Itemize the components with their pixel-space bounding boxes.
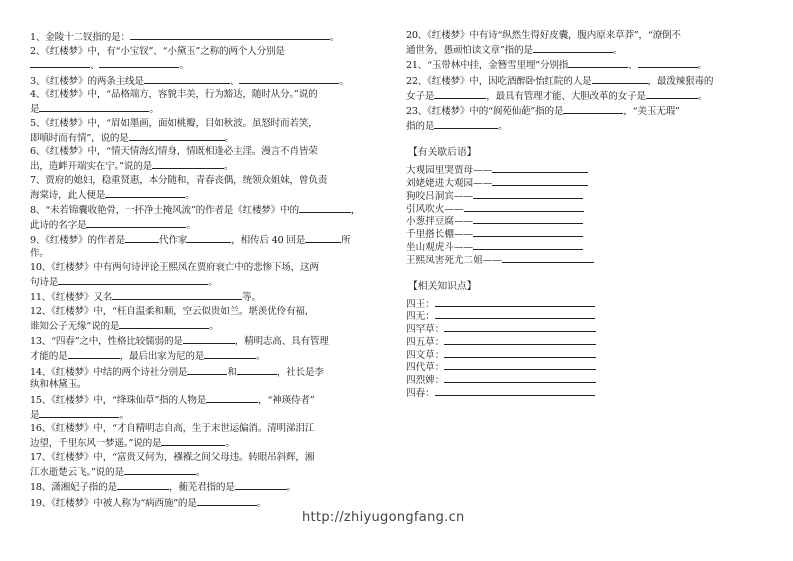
question-text: ，社长是李: [276, 366, 324, 378]
question-text: 和: [227, 366, 237, 378]
question-text: 13、“四春”之中，性格比较懦弱的是: [30, 336, 183, 348]
question-text: 1、金陵十二钗指的是：: [30, 32, 130, 43]
question-text: ，最后出家为尼的是: [119, 351, 205, 363]
knowledge-item: [406, 335, 768, 348]
answer-blank[interactable]: [117, 480, 169, 490]
answer-blank[interactable]: [239, 74, 339, 84]
question-text: 18、潇湘妃子指的是: [30, 482, 117, 494]
knowledge-label: 四无：: [406, 311, 435, 323]
question-text: 海棠诗，此人便是: [30, 189, 106, 201]
knowledge-item: [406, 373, 768, 386]
answer-blank[interactable]: [492, 163, 588, 173]
question-q10: [30, 262, 390, 290]
question-text: 。: [185, 189, 195, 201]
question-q12: [30, 306, 390, 334]
answer-blank[interactable]: [473, 227, 583, 237]
question-text: 5、《红楼梦》中，“眉如墨画，面如桃瓣，目如秋波。虽怒时而若笑，: [30, 117, 318, 129]
xiehouyu-item: [406, 163, 768, 176]
xiehouyu-item: [406, 253, 768, 266]
answer-blank[interactable]: [130, 30, 330, 40]
right-column: [406, 30, 768, 399]
question-text: 。: [224, 161, 234, 173]
xiehouyu-label: 狗咬吕洞宾——: [406, 190, 474, 202]
question-text: 才能的是: [30, 351, 68, 363]
answer-blank[interactable]: [305, 233, 341, 243]
knowledge-label: 四代草：: [406, 362, 445, 374]
xiehouyu-item: [406, 227, 768, 240]
answer-blank[interactable]: [435, 309, 595, 319]
question-q3: [30, 74, 390, 89]
knowledge-label: 四烈婢：: [406, 375, 445, 387]
answer-blank[interactable]: [161, 436, 225, 446]
answer-blank[interactable]: [187, 233, 231, 243]
xiehouyu-item: [406, 214, 768, 227]
knowledge-label: 四五草：: [406, 336, 445, 348]
question-text: 等。: [242, 292, 261, 304]
question-text: 。: [256, 497, 267, 509]
knowledge-section-title: 【相关知识点】: [408, 280, 477, 292]
answer-blank[interactable]: [592, 74, 648, 84]
question-text: 7、贾府的媳妇，稳重贤惠，本分随和，青春丧偶，统领众姐妹，曾负责: [30, 174, 328, 186]
xiehouyu-list: [406, 163, 768, 265]
question-q1: [30, 30, 390, 45]
question-q21: [406, 58, 768, 73]
answer-blank[interactable]: [187, 365, 227, 375]
question-text: 代作家: [159, 235, 188, 247]
question-text: 。: [224, 132, 235, 144]
question-text: 15、《红楼梦》中，“绛珠仙草”指的人物是: [30, 394, 207, 406]
answer-blank[interactable]: [129, 131, 225, 141]
knowledge-item: [406, 348, 768, 361]
question-text: 所: [341, 235, 351, 247]
question-text: 。: [195, 466, 206, 478]
question-q22: [406, 74, 768, 104]
question-text: 11、《红楼梦》又名: [30, 292, 113, 304]
knowledge-list: [406, 297, 768, 399]
answer-blank[interactable]: [434, 89, 486, 99]
xiehouyu-item: [406, 240, 768, 253]
answer-blank[interactable]: [563, 104, 623, 114]
answer-blank[interactable]: [638, 58, 698, 68]
question-text: 。: [612, 44, 623, 56]
question-text: 句诗是: [30, 276, 59, 288]
xiehouyu-section-title: 【有关歇后语】: [408, 147, 477, 159]
question-q6: [30, 146, 390, 174]
answer-blank[interactable]: [568, 58, 628, 68]
question-q13: [30, 334, 390, 364]
question-q8: [30, 203, 390, 233]
question-text: 。: [179, 60, 189, 72]
xiehouyu-label: 坐山观虎斗——: [406, 241, 474, 253]
answer-blank[interactable]: [197, 496, 257, 506]
question-text: 通世务，愚顽怕读文章”指的是: [406, 44, 533, 56]
question-text: 。: [697, 60, 707, 72]
question-q2: [30, 46, 390, 74]
question-q5: [30, 118, 390, 146]
answer-blank[interactable]: [237, 365, 277, 375]
xiehouyu-label: 刘姥姥进大观园——: [406, 177, 493, 189]
question-text: 是: [30, 409, 40, 421]
answer-blank[interactable]: [125, 233, 159, 243]
question-text: 出，造衅开端实在宁。”说的是: [30, 161, 153, 173]
answer-blank[interactable]: [473, 240, 583, 250]
question-text: 3、《红楼梦》的两条主线是: [30, 75, 144, 87]
answer-blank[interactable]: [86, 218, 186, 228]
knowledge-label: 四春：: [406, 388, 435, 400]
knowledge-label: 四文草：: [406, 349, 445, 361]
xiehouyu-label: 小葱拌豆腐——: [406, 216, 474, 228]
question-q4: [30, 89, 390, 117]
xiehouyu-label: 千里搭长棚——: [406, 229, 474, 241]
answer-blank[interactable]: [492, 176, 588, 186]
question-text: 、: [90, 60, 100, 72]
knowledge-item: [406, 309, 768, 322]
question-text: 作。: [30, 248, 49, 260]
question-text: 17、《红楼梦》中，“富贵又何为，襁褓之间父母违。转眼吊斜辉，湘: [30, 451, 315, 463]
xiehouyu-item: [406, 202, 768, 215]
left-column: [30, 30, 390, 511]
answer-blank[interactable]: [435, 297, 595, 307]
answer-blank[interactable]: [58, 275, 208, 285]
answer-blank[interactable]: [444, 322, 596, 332]
answer-blank[interactable]: [299, 203, 351, 213]
question-text: 、: [229, 75, 240, 87]
question-q14: [30, 365, 390, 393]
question-q7: [30, 175, 390, 203]
question-text: 。: [697, 90, 708, 102]
xiehouyu-label: 大观园里哭贾母——: [406, 165, 493, 177]
question-text: 16、《红楼梦》中，“才自精明志自高，生于末世运偏消。清明涕泪江: [30, 423, 315, 435]
question-text: 。: [256, 351, 266, 363]
answer-blank[interactable]: [464, 202, 584, 212]
knowledge-item: [406, 297, 768, 310]
question-q11: [30, 290, 390, 305]
question-text: ，相传后 40 回是: [231, 235, 306, 247]
answer-blank[interactable]: [473, 189, 583, 199]
question-q16: [30, 423, 390, 451]
answer-blank[interactable]: [444, 360, 596, 370]
answer-blank[interactable]: [124, 465, 196, 475]
question-text: 、: [628, 60, 638, 72]
answer-blank[interactable]: [119, 319, 209, 329]
answer-blank[interactable]: [533, 43, 613, 53]
watermark-url: http://zhiyugongfang.cn: [302, 510, 465, 525]
answer-blank[interactable]: [152, 159, 224, 169]
question-text: 。: [339, 75, 349, 87]
answer-blank[interactable]: [434, 119, 498, 129]
xiehouyu-item: [406, 176, 768, 189]
answer-blank[interactable]: [435, 386, 595, 396]
question-text: 。: [329, 32, 340, 43]
answer-blank[interactable]: [444, 335, 596, 345]
answer-blank[interactable]: [30, 58, 90, 68]
question-text: 12、《红楼梦》中，“枉自温柔和顺，空云似贵如兰。堪羡优伶有福，: [30, 305, 315, 317]
question-text: 。: [286, 482, 297, 494]
question-text: 21、“玉带林中挂，金簪雪里埋”分别指: [406, 60, 569, 72]
question-text: ，“美玉无瑕”: [623, 106, 680, 118]
question-text: 谁知公子无缘”说的是: [30, 320, 120, 332]
question-q20: [406, 30, 768, 58]
question-q19: [30, 496, 390, 511]
answer-blank[interactable]: [235, 480, 287, 490]
question-text: 20、《红楼梦》中有诗“纵然生得好皮囊，腹内原来草莽”，“潦倒不: [406, 30, 681, 41]
question-text: ，最具有管理才能、大胆改革的女子是: [486, 90, 646, 102]
question-text: 8、“未若锦囊收艳骨，一抔净土掩风流”的作者是《红楼梦》中的: [30, 205, 299, 217]
question-text: 江水逝楚云飞。”说的是: [30, 466, 124, 478]
question-text: 指的是: [406, 121, 435, 133]
answer-blank[interactable]: [112, 290, 242, 300]
question-text: 。: [119, 409, 129, 421]
question-text: ，精明志高、具有管理: [234, 336, 329, 348]
knowledge-item: [406, 322, 768, 335]
question-text: 23、《红楼梦》中的“阆苑仙葩”指的是: [406, 106, 564, 118]
answer-blank[interactable]: [502, 253, 594, 263]
question-text: 是: [30, 104, 40, 116]
question-text: 6、《红楼梦》中，“情天情海幻情身，情既相逢必主淫。漫言不肖皆荣: [30, 146, 318, 158]
answer-blank[interactable]: [68, 349, 120, 359]
knowledge-item: [406, 360, 768, 373]
xiehouyu-label: 引风吹火——: [406, 203, 464, 215]
question-text: 纨和林黛玉。: [30, 379, 87, 391]
question-text: ，: [350, 205, 361, 217]
answer-blank[interactable]: [206, 393, 258, 403]
question-text: 22、《红楼梦》中，因吃酒醉卧怡红院的人是: [406, 75, 592, 87]
question-text: 。: [498, 121, 508, 133]
question-text: 19、《红楼梦》中被人称为“病西施”的是: [30, 497, 197, 509]
question-text: 即嗔时而有情”，说的是: [30, 132, 129, 144]
answer-blank[interactable]: [444, 348, 596, 358]
question-text: 10、《红楼梦》中有两句诗评论王熙凤在贾府衰亡中的悲惨下场，这两: [30, 261, 319, 273]
question-q23: [406, 104, 768, 134]
question-text: 。: [149, 104, 159, 116]
question-text: 。: [208, 276, 218, 288]
xiehouyu-label: 王熙凤害死尤二姐——: [406, 254, 502, 266]
answer-blank[interactable]: [183, 334, 235, 344]
answer-blank[interactable]: [444, 373, 596, 383]
answer-blank[interactable]: [144, 74, 230, 84]
question-q17: [30, 452, 390, 480]
knowledge-item: [406, 386, 768, 399]
question-text: 。: [186, 219, 196, 231]
knowledge-label: 四王：: [406, 298, 435, 310]
question-text: 14、《红楼梦》中结的两个诗社分别是: [30, 366, 188, 378]
answer-blank[interactable]: [646, 89, 698, 99]
question-text: 此诗的名字是: [30, 219, 87, 231]
question-text: 女子是: [406, 90, 435, 102]
answer-blank[interactable]: [105, 188, 185, 198]
question-text: 。: [209, 320, 219, 332]
answer-blank[interactable]: [39, 408, 119, 418]
question-text: 边望，千里东风一梦遥。”说的是: [30, 438, 162, 450]
question-text: ，蘅芜君指的是: [168, 482, 235, 494]
answer-blank[interactable]: [99, 58, 179, 68]
question-q18: [30, 480, 390, 495]
xiehouyu-item: [406, 189, 768, 202]
question-text: 9、《红楼梦》的作者是: [30, 235, 126, 247]
question-q15: [30, 393, 390, 423]
answer-blank[interactable]: [204, 349, 256, 359]
knowledge-label: 四罕草：: [406, 324, 445, 336]
answer-blank[interactable]: [39, 102, 149, 112]
question-text: 。: [225, 438, 235, 450]
question-text: 2、《红楼梦》中，有“小宝钗”、“小黛玉”之称的两个人分别是: [30, 45, 285, 57]
question-text: ，最泼辣狠毒的: [647, 75, 714, 87]
question-q9: [30, 233, 390, 261]
answer-blank[interactable]: [473, 214, 583, 224]
question-text: 4、《红楼梦》中，“品格端方，容貌丰美，行为豁达，随时从分。”说的: [30, 89, 318, 101]
question-text: ，“神瑛侍者”: [258, 394, 315, 406]
